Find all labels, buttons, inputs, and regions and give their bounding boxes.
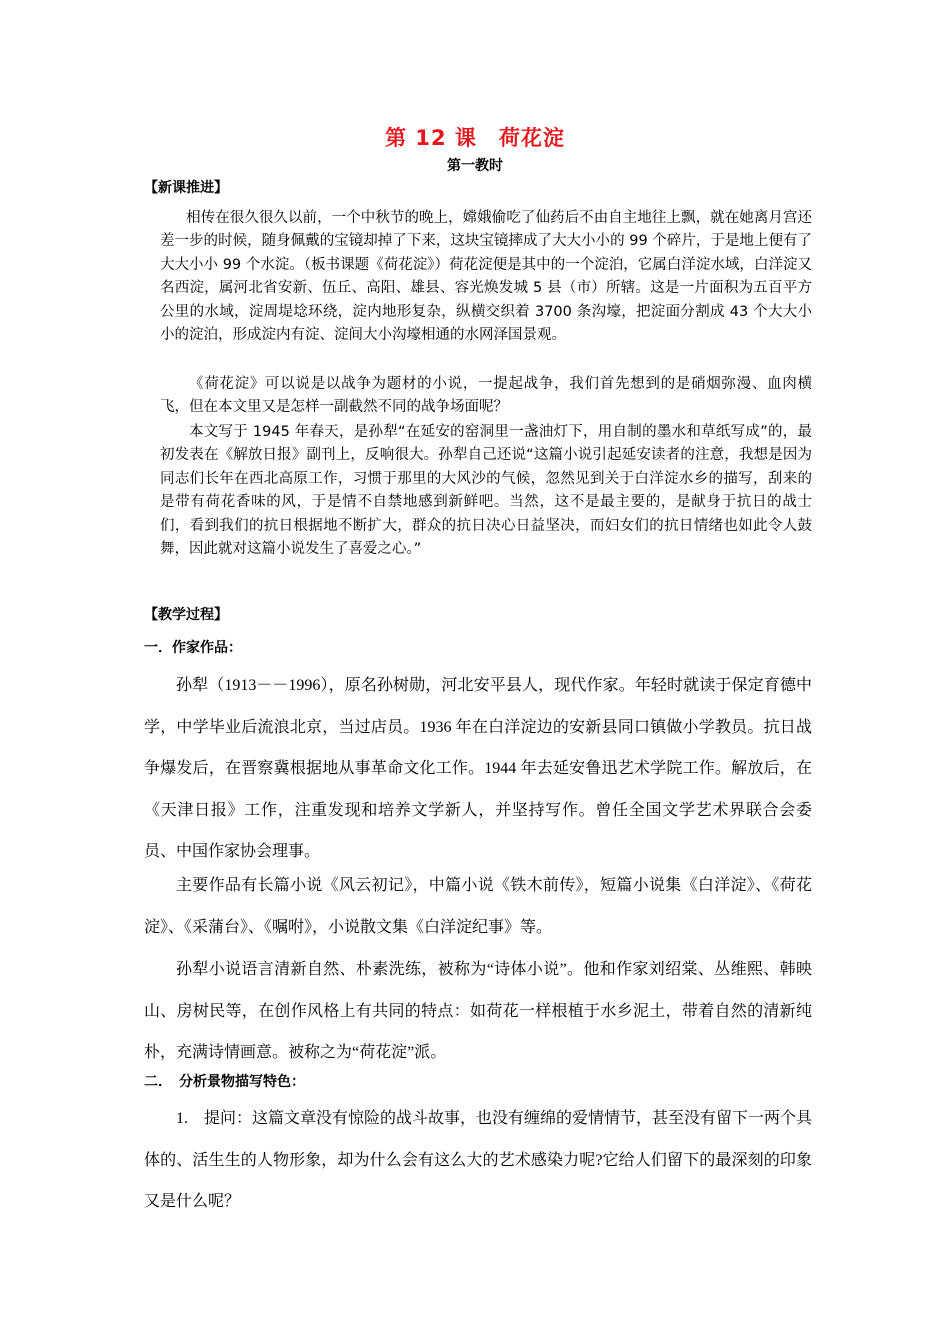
lesson-subtitle: 第一教时 [447, 158, 503, 174]
intro-paragraph: 本文写于 1945 年春天，是孙犁“在延安的窑洞里一盏油灯下，用自制的墨水和草纸写成”的，最初发表在《解放日报》副刊上，反响很大。孙犁自己还说“这篇小说引起延安读者的注意，我想是因为同志们长年在西北高原工作，习惯于那里的大风沙的气候，忽然见到关于白洋淀水乡的描写，刮来的是带有荷花香味的风，于是情不自禁地感到新鲜吧。当然，这不是最主要的，是献身于抗日的战士们，看到我们的抗日根据地不断扩大，群众的抗日决心日益坚决，而妇女们的抗日情绪也如此令人鼓舞，因此就对这篇小说发生了喜爱之心。” [160, 424, 812, 558]
subsection-heading-author-works: 一．作家作品： [144, 640, 242, 656]
lesson-title: 第 12 课 荷花淀 [385, 126, 565, 150]
subsection-heading-scenery-analysis: 二． 分析景物描写特色： [144, 1074, 305, 1090]
section-heading-teaching-process: 【教学过程】 [144, 607, 228, 623]
body-paragraph: 主要作品有长篇小说《风云初记》，中篇小说《铁木前传》，短篇小说集《白洋淀》、《荷花淀》、《采蒲台》、《嘱咐》，小说散文集《白洋淀纪事》等。 [144, 877, 812, 936]
body-paragraph: 孙犁（1913－－1996），原名孙树勋，河北安平县人，现代作家。年轻时就读于保定育德中学，中学毕业后流浪北京，当过店员。1936 年在白洋淀边的安新县同口镇做小学教员。抗日战争爆发后，在晋察冀根据地从事革命文化工作。1944 年去延安鲁迅艺术学院工作。解放后，在《天津日报》工作，注重发现和培养文学新人，并坚持写作。曾任全国文学艺术界联合会委员、中国作家协会理事。 [144, 677, 812, 860]
body-paragraph: 孙犁小说语言清新自然、朴素洗练，被称为“诗体小说”。他和作家刘绍棠、丛维熙、韩映山、房树民等，在创作风格上有共同的特点：如荷花一样根植于水乡泥土，带着自然的清新纯朴，充满诗情画意。被称之为“荷花淀”派。 [144, 961, 812, 1061]
section-heading-new-lesson: 【新课推进】 [144, 180, 228, 196]
intro-paragraph: 《荷花淀》可以说是以战争为题材的小说，一提起战争，我们首先想到的是硝烟弥漫、血肉横飞，但在本文里又是怎样一副截然不同的战争场面呢？ [160, 376, 812, 416]
body-paragraph: 1. 提问：这篇文章没有惊险的战斗故事，也没有缠绵的爱情情节，甚至没有留下一两个具体的、活生生的人物形象，却为什么会有这么大的艺术感染力呢?它给人们留下的最深刻的印象又是什么呢？ [144, 1110, 813, 1210]
intro-paragraph: 相传在很久很久以前，一个中秋节的晚上，嫦娥偷吃了仙药后不由自主地往上飘，就在她离月宫还差一步的时候，随身佩戴的宝镜却掉了下来，这块宝镜摔成了大大小小的 99 个碎片，于是地上便有了大大小小 99 个水淀。（板书课题《荷花淀》）荷花淀便是其中的一个淀泊，它属白洋淀水域，白洋淀又名西淀，属河北省安新、伍丘、高阳、雄县、容光焕发城 5 县（市）所辖。这是一片面积为五百平方公里的水域，淀周堤埝环绕，淀内地形复杂，纵横交织着 3700 条沟壕，把淀面分割成 43 个大大小小的淀泊，形成淀内有淀、淀间大小沟壕相通的水网泽国景观。 [160, 210, 812, 344]
